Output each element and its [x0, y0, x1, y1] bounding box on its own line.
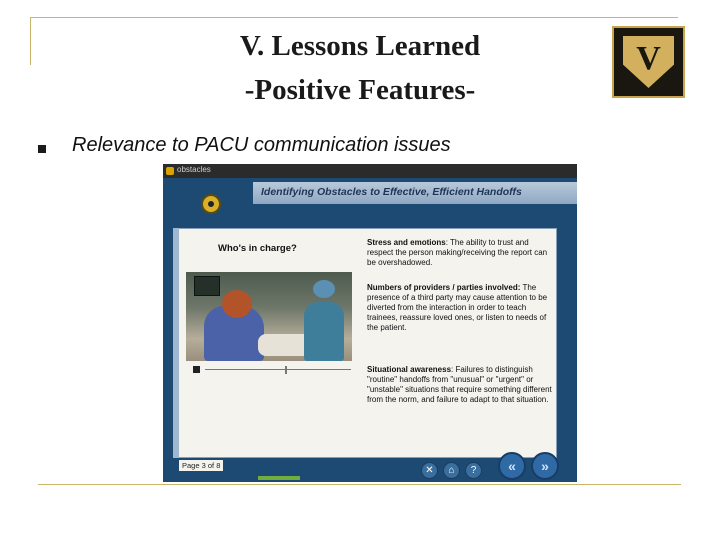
- item-term: Stress and emotions: [367, 238, 446, 247]
- progress-strip: [258, 476, 300, 480]
- item-awareness: [367, 365, 553, 405]
- frame-top-line: [30, 17, 678, 18]
- panel-strip: [173, 228, 179, 458]
- frame-bottom-line: [38, 484, 681, 485]
- embedded-screenshot: [163, 164, 577, 482]
- seal-icon: [201, 194, 221, 214]
- bullet-text: Relevance to PACU communication issues: [72, 134, 451, 156]
- window-title: obstacles: [177, 165, 211, 174]
- item-desc: : The ability to trust and respect the person making/receiving the report can be overshadowed.: [367, 238, 548, 267]
- item-providers: [367, 283, 553, 333]
- stop-icon[interactable]: [193, 366, 200, 373]
- vanderbilt-logo: [612, 26, 685, 98]
- item-stress: [367, 238, 553, 268]
- window-icon: [166, 167, 174, 175]
- monitor-shape: [194, 276, 220, 296]
- video-frame[interactable]: [186, 272, 352, 361]
- window-titlebar: [163, 164, 577, 178]
- scrub-track[interactable]: [205, 369, 351, 370]
- video-scrubber[interactable]: [193, 366, 353, 374]
- close-icon[interactable]: ✕: [421, 462, 438, 479]
- item-desc: : Failures to distinguish "routine" handoffs from "unusual" or "urgent" or "unstable" situations that require something different from the norm, and failure to adapt to that situation.: [367, 365, 552, 404]
- scrub-thumb[interactable]: [285, 366, 287, 374]
- clinician-figure: [304, 302, 344, 361]
- module-header: [253, 182, 577, 204]
- next-button[interactable]: »: [531, 452, 559, 480]
- bullet-icon: [38, 145, 46, 153]
- nurse-head: [222, 290, 252, 318]
- page-indicator: Page 3 of 8: [179, 460, 223, 471]
- help-icon[interactable]: ?: [465, 462, 482, 479]
- logo-mark: V: [636, 40, 661, 77]
- item-term: Numbers of providers / parties involved:: [367, 283, 521, 292]
- item-desc: The presence of a third party may cause attention to be diverted from the interaction in order to teach trainees, reassure loved ones, or listen to needs of the patient.: [367, 283, 548, 332]
- home-icon[interactable]: ⌂: [443, 462, 460, 479]
- clinician-cap: [313, 280, 335, 298]
- question-heading: Who's in charge?: [218, 243, 297, 254]
- frame-left-line: [30, 17, 31, 65]
- module-header-text: Identifying Obstacles to Effective, Efficient Handoffs: [261, 186, 522, 198]
- slide-subtitle: -Positive Features-: [244, 74, 476, 106]
- slide-title: V. Lessons Learned: [239, 30, 481, 62]
- item-term: Situational awareness: [367, 365, 452, 374]
- back-button[interactable]: «: [498, 452, 526, 480]
